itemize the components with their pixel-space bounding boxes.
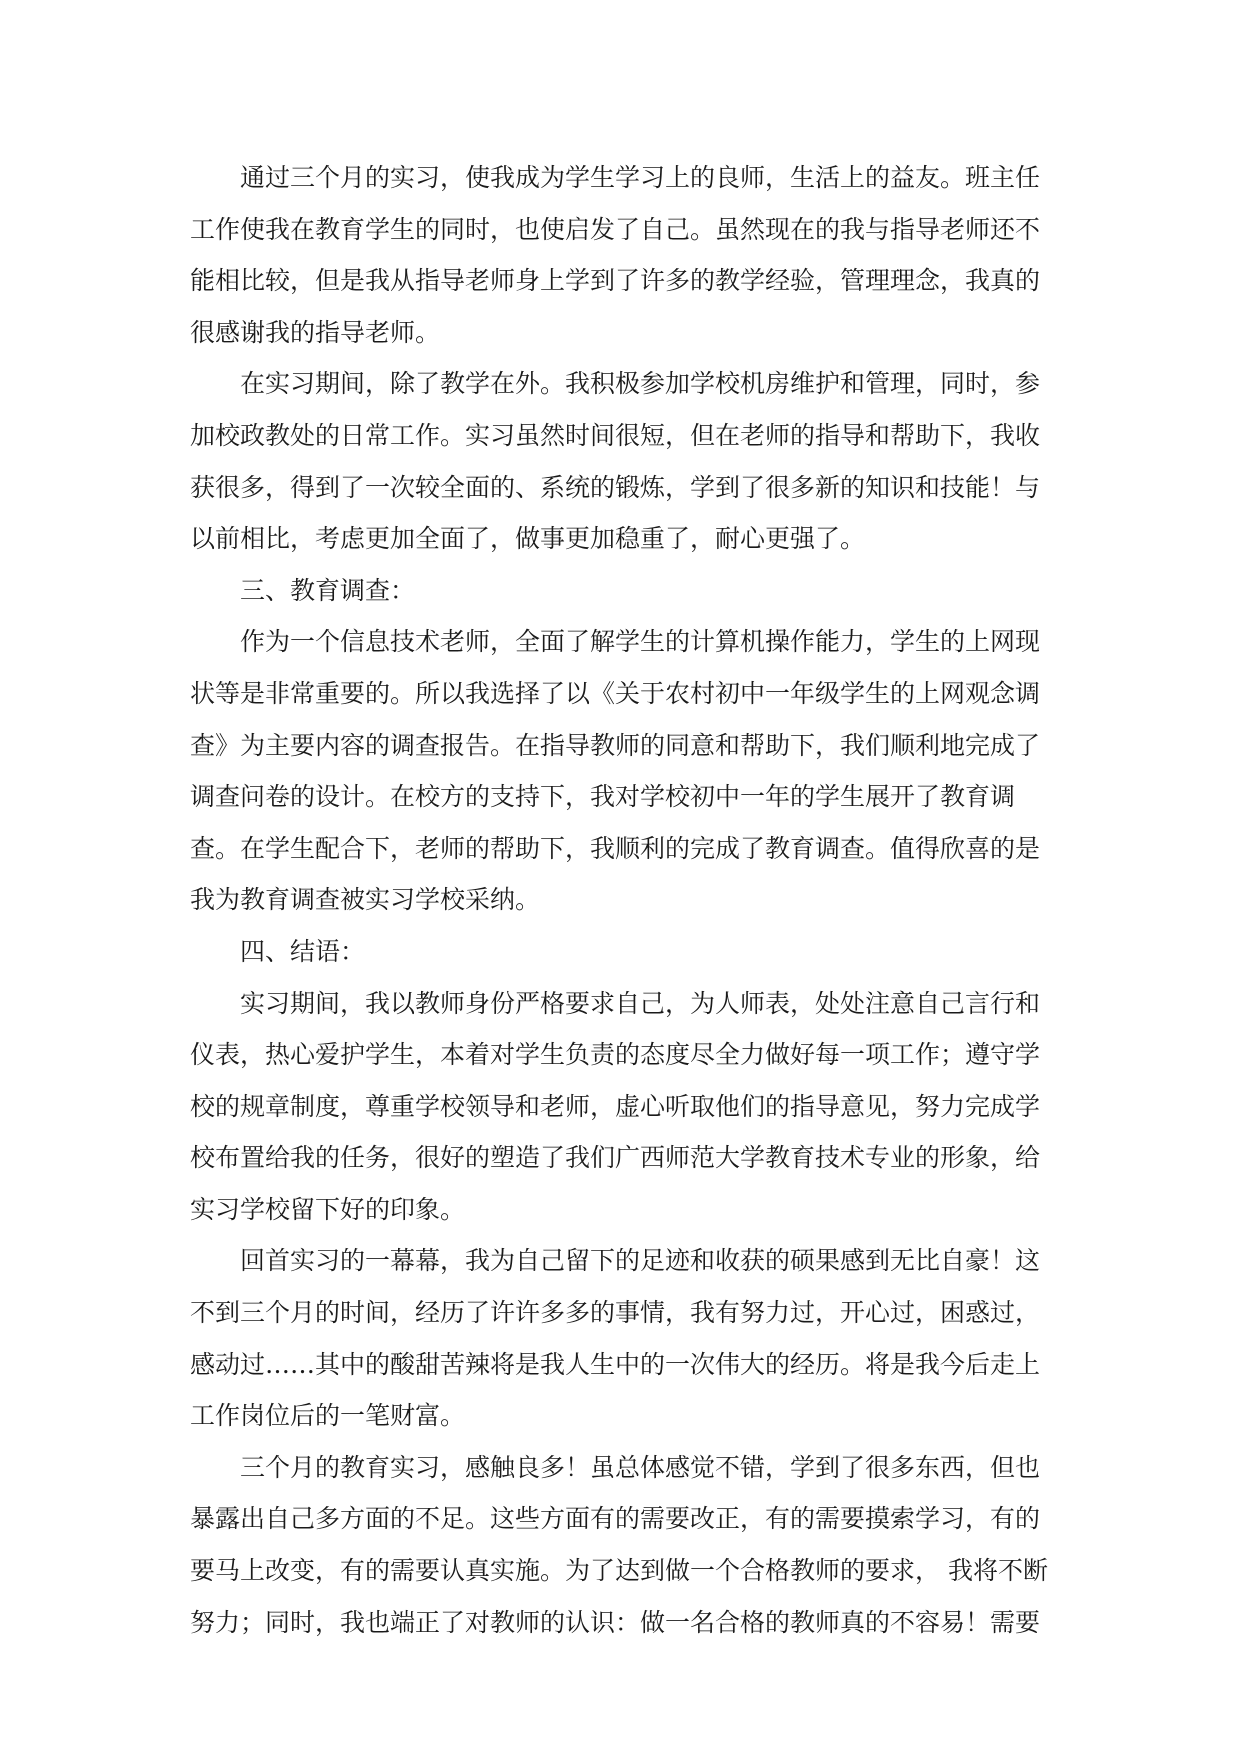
- text-line: 工作岗位后的一笔财富。: [190, 1401, 466, 1431]
- text-line: 工作使我在教育学生的同时，也使启发了自己。虽然现在的我与指导老师还不: [190, 214, 1041, 244]
- text-line: 作为一个信息技术老师，全面了解学生的计算机操作能力，学生的上网现: [240, 627, 1041, 657]
- text-line: 不到三个月的时间，经历了许许多多的事情，我有努力过，开心过，困惑过，: [190, 1298, 1041, 1328]
- text-line: 暴露出自己多方面的不足。这些方面有的需要改正，有的需要摸索学习，有的: [190, 1504, 1041, 1534]
- text-line: 查。在学生配合下，老师的帮助下，我顺利的完成了教育调查。值得欣喜的是: [190, 833, 1041, 863]
- text-line: 加校政教处的日常工作。实习虽然时间很短，但在老师的指导和帮助下，我收: [190, 420, 1041, 450]
- text-line: 很感谢我的指导老师。: [190, 317, 441, 347]
- text-line: 我为教育调查被实习学校采纳。: [190, 885, 541, 915]
- text-line: 校的规章制度，尊重学校领导和老师，虚心听取他们的指导意见，努力完成学: [190, 1091, 1041, 1121]
- text-line: 调查问卷的设计。在校方的支持下，我对学校初中一年的学生展开了教育调: [190, 782, 1016, 812]
- text-line: 状等是非常重要的。所以我选择了以《关于农村初中一年级学生的上网观念调: [190, 678, 1041, 708]
- text-line: 通过三个月的实习，使我成为学生学习上的良师，生活上的益友。班主任: [240, 163, 1041, 192]
- text-line: 仪表，热心爱护学生，本着对学生负责的态度尽全力做好每一项工作；遵守学: [190, 1040, 1041, 1070]
- text-line: 四、结语：: [240, 936, 366, 966]
- text-line: 感动过……其中的酸甜苦辣将是我人生中的一次伟大的经历。将是我今后走上: [190, 1349, 1041, 1379]
- text-line: 在实习期间，除了教学在外。我积极参加学校机房维护和管理，同时，参: [240, 369, 1041, 399]
- text-line: 实习学校留下好的印象。: [190, 1194, 466, 1224]
- text-line: 实习期间，我以教师身份严格要求自己，为人师表，处处注意自己言行和: [240, 988, 1041, 1018]
- text-line: 努力；同时，我也端正了对教师的认识：做一名合格的教师真的不容易！需要: [190, 1607, 1041, 1637]
- text-line: 以前相比，考虑更加全面了，做事更加稳重了，耐心更强了。: [190, 524, 866, 554]
- document-body: [190, 152, 1060, 1648]
- text-line: 三个月的教育实习，感触良多！虽总体感觉不错，学到了很多东西，但也: [240, 1452, 1041, 1482]
- text-line: 查》为主要内容的调查报告。在指导教师的同意和帮助下，我们顺利地完成了: [190, 730, 1041, 760]
- text-line: 回首实习的一幕幕，我为自己留下的足迹和收获的硕果感到无比自豪！这: [240, 1246, 1041, 1276]
- text-line: 获很多，得到了一次较全面的、系统的锻炼，学到了很多新的知识和技能！与: [190, 472, 1041, 502]
- text-line: 三、教育调查：: [240, 575, 416, 605]
- text-line: 能相比较，但是我从指导老师身上学到了许多的教学经验，管理理念，我真的: [190, 266, 1041, 296]
- text-line: 校布置给我的任务，很好的塑造了我们广西师范大学教育技术专业的形象，给: [190, 1143, 1041, 1173]
- text-line: 要马上改变，有的需要认真实施。为了达到做一个合格教师的要求， 我将不断: [190, 1556, 1048, 1586]
